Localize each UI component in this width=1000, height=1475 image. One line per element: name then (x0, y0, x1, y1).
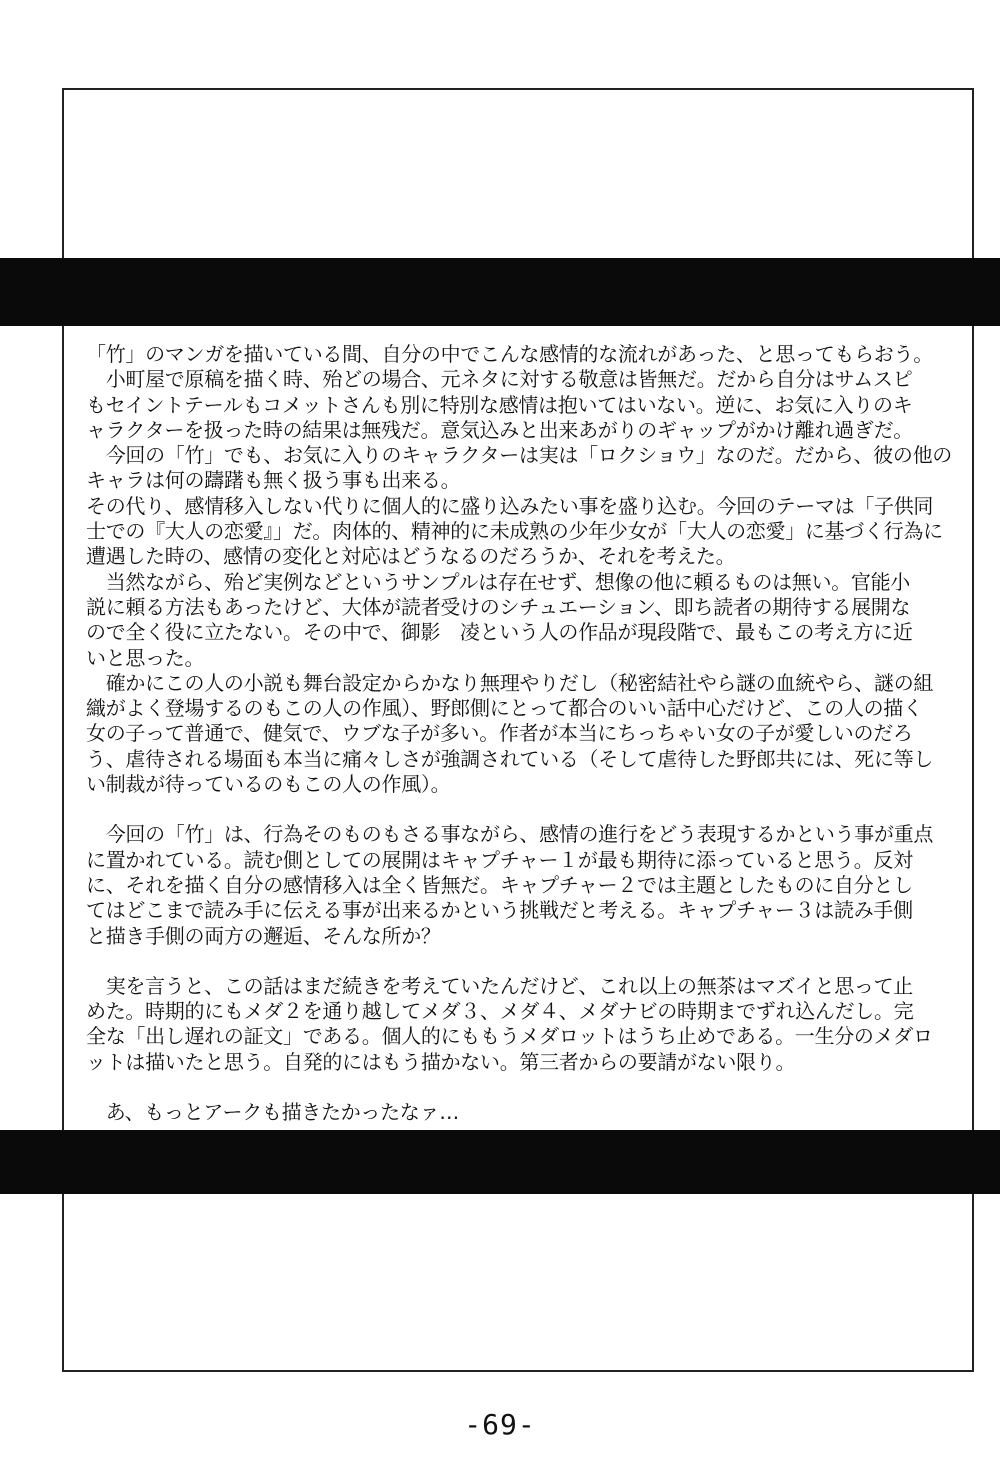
page-number: -69- (464, 1408, 536, 1441)
paragraph-favorite-character: 今回の「竹」でも、お気に入りのキャラクターは実は「ロクショウ」なのだ。だから、彼の他の キャラは何の躊躇も無く扱う事も出来る。 (86, 443, 952, 493)
paragraph-references: 当然ながら、殆ど実例などというサンプルは存在せず、想像の他に頼るものは無い。官能小 説に頼る方法もあったけど、大体が読者受けのシチュエーション、即ち読者の期待する展開な ので全く役に立たない。その中で、御影 凌という人の作品が現段階で、最もこの考え方に近 いと思った。 (86, 569, 913, 670)
paragraph-author-style: 確かにこの人の小説も舞台設定からかなり無理やりだし（秘密結社やら謎の血統やら、謎の組 織がよく登場するのもこの人の作風）、野郎側にとって都合のいい話中心だけど、この人の描く 女の子って普通で、健気で、ウブな子が多い。作者が本当にちっちゃい女の子が愛しいのだろ う、虐待される場面も本当に痛々しさが強調されている（そして虐待した野郎共には、死に等し い制裁が待っているのもこの人の作風）。 (86, 670, 934, 797)
paragraph-theme: その代り、感情移入しない代りに個人的に盛り込みたい事を盛り込む。今回のテーマは「子供同 士での『大人の恋愛』」だ。肉体的、精神的に未成熟の少年少女が「大人の恋愛」に基づく行為に 遭遇した時の、感情の変化と対応はどうなるのだろうか、それを考えた。 (86, 493, 943, 569)
paragraph-captures: 今回の「竹」は、行為そのものもさる事ながら、感情の進行をどう表現するかという事が重点 に置かれている。読む側としての展開はキャプチャー１が最も期待に添っていると思う。反対 に、それを描く自分の感情移入は全く皆無だ。キャプチャー２では主題としたものに自分とし てはどこまで読み手に伝える事が出来るかという挑戦だと考える。キャプチャー３は読み手側 と描き手側の両方の邂逅、そんな所か？ (86, 822, 934, 948)
afterword-text (86, 342, 966, 1125)
paragraph-komachiya: 小町屋で原稿を描く時、殆どの場合、元ネタに対する敬意は皆無だ。だから自分はサムスピ もセイントテールもコメットさんも別に特別な感情は抱いてはいない。逆に、お気に入りのキ ャラクターを扱った時の結果は無残だ。意気込みと出来あがりのギャップがかけ離れ過ぎだ。 (86, 367, 913, 442)
paragraph-intro: 「竹」のマンガを描いている間、自分の中でこんな感情的な流れがあった、と思ってもらおう。 (86, 342, 933, 366)
paragraph-closing: あ、もっとアークも描きたかったなァ… (86, 1100, 459, 1125)
paragraph-ending: 実を言うと、この話はまだ続きを考えていたんだけど、これ以上の無茶はマズイと思って止 めた。時期的にもメダ２を通り越してメダ３、メダ４、メダナビの時期までずれ込んだし。完 全な「出し遅れの証文」である。個人的にももうメダロットはうち止めである。一生分のメダロ ットは描いたと思う。自発的にはもう描かない。第三者からの要請がない限り。 (86, 973, 933, 1074)
bottom-black-band (0, 1130, 1000, 1194)
top-black-band (0, 258, 1000, 326)
